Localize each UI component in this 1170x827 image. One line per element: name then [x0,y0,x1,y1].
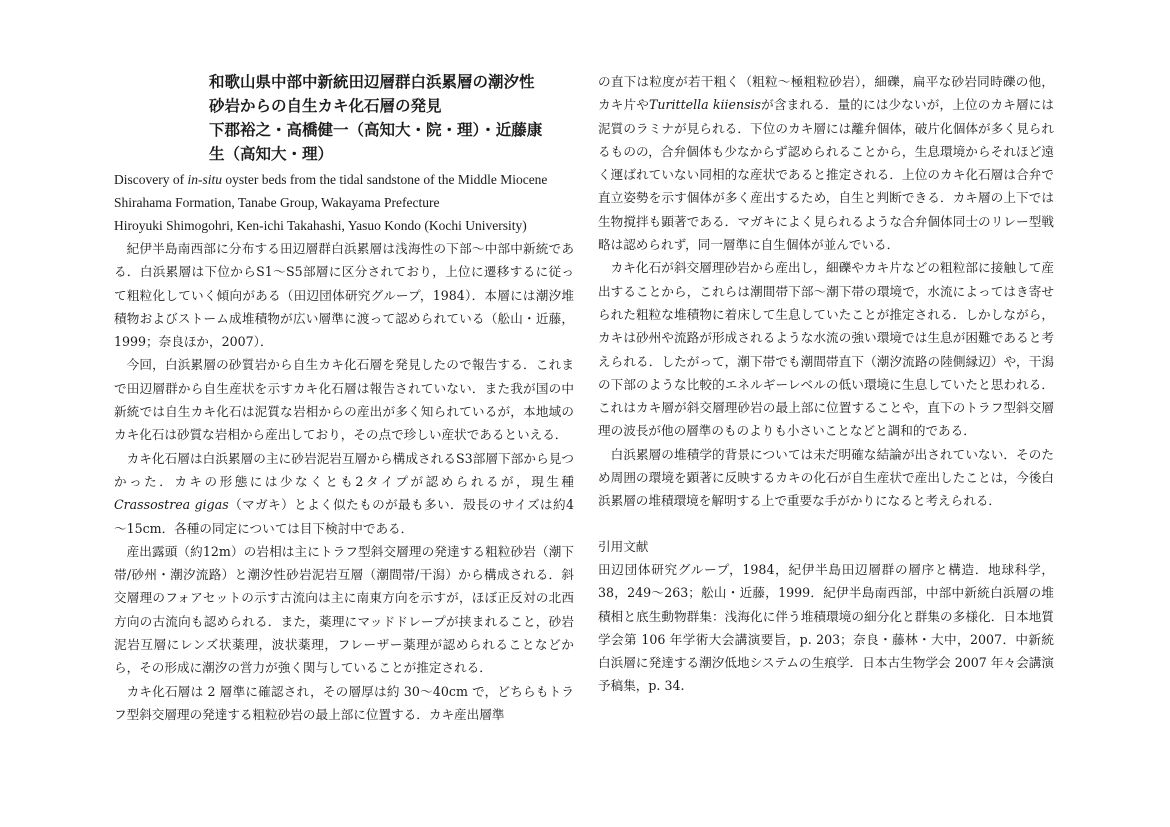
paragraph-6-text-a: の直下は粒度が若干粗く（粗粒～極粗粒砂岩），細礫，扁平な砂岩同時礫の他，カキ片や [598,74,1054,113]
left-column [114,70,574,726]
english-title-italic: in-situ [187,172,222,187]
body-paragraph-1: 紀伊半島南西部に分布する田辺層群白浜累層は浅海性の下部～中部中新統である．白浜累層は下位からS1～S5部層に区分されており，上位に遷移するに従って粗粒化していく傾向がある（田辺団体研究グループ，1984）．本層には潮汐堆積物およびストーム成堆積物が広い層準に渡って認められている（舩山・近藤，1999；奈良ほか，2007）． [114,241,575,350]
body-paragraph-7: カキ化石が斜交層理砂岩から産出し，細礫やカキ片などの粗粒部に接触して産出することから，これらは潮間帯下部～潮下帯の環境で，水流によってはき寄せられた粗粒な堆積物に着床して生息していたことが推定される．しかしながら，カキは砂州や流路が形成されるような水流の強い環境では生息が困難であると考えられる．したがって，潮下帯でも潮間帯直下（潮汐流路の陸側縁辺）や，干潟の下部のような比較的エネルギーレベルの低い環境に生息していたと思われる．これはカキ層が斜交層理砂岩の最上部に位置することや，直下のトラフ型斜交層理の波長が他の層準のものよりも小さいことなどと調和的である． [598,260,1054,439]
english-authors: Hiroyuki Shimogohri, Ken-ichi Takahashi, Yasuo Kondo (Kochi University) [114,218,527,233]
title-line-2: 砂岩からの自生カキ化石層の発見 [209,97,442,115]
body-paragraph-5: カキ化石層は 2 層準に確認され，その層厚は約 30～40cm で，どちらもトラフ型斜交層理の発達する粗粒砂岩の最上部に位置する．カキ産出層準 [114,683,574,722]
english-title-pre: Discovery of [114,172,188,187]
right-column [598,70,1054,698]
title-line-1: 和歌山県中部中新統田辺層群白浜累層の潮汐性 [209,73,535,91]
english-title [114,168,574,214]
species-name-crassostrea: Crassostrea gigas [114,497,229,513]
body-paragraph-4: 産出露頭（約12m）の岩相は主にトラフ型斜交層理の発達する粗粒砂岩（潮下帯/砂州・潮汐流路）と潮汐性砂岩泥岩互層（潮間帯/干潟）から構成される．斜交層理のフォアセットの示す古流向は主に南東方向を示すが，ほぼ正反対の北西方向の古流向も認められる．また，薬理にマッドドレープが挟まれること，砂岩泥岩互層にレンズ状薬理，波状薬理，フレーザー薬理が認められることなどから，その形成に潮汐の営力が強く関与していることが推定される． [114,543,574,676]
japanese-title-block [209,70,574,166]
paragraph-3-text-a: カキ化石層は白浜累層の主に砂岩泥岩互層から構成されるS3部層下部から見つかった．カキの形態には少なくとも2タイプが認められるが，現生種 [114,450,574,489]
body-paragraph-2: 今回，白浜累層の砂質岩から自生カキ化石層を発見したので報告する．これまで田辺層群から自生産状を示すカキ化石層は報告されていない．また我が国の中新統では自生カキ化石は泥質な岩相からの産出が多く知られているが，本地域のカキ化石は砂質な岩相から産出しており，その点で珍しい産状であるといえる． [114,357,574,443]
english-title-post: oyster beds from the tidal sandstone of the Middle Miocene Shirahama Formation, Tanabe Group, Wakayama Prefecture [114,172,548,210]
paragraph-3-text-b: （マガキ）とよく似たものが最も多い．殻長のサイズは約4～15cm．各種の同定については目下検討中である． [114,497,574,536]
species-name-turritella: Turittella kiiensis [648,97,762,113]
body-paragraph-6 [598,70,1054,256]
body-paragraph-8: 白浜累層の堆積学的背景については未だ明確な結論が出されていない．そのため周囲の環境を顕著に反映するカキの化石が自生産状で産出したことは，今後白浜累層の堆積環境を解明する上で重要な手がかりになると考えられる． [598,446,1054,509]
authors-line-1: 下郡裕之・高橋健一（高知大・院・理）・近藤康 [209,121,543,139]
body-paragraph-3 [114,447,574,540]
paragraph-6-text-b: が含まれる．量的には少ないが，上位のカキ層には泥質のラミナが見られる．下位のカキ層には離弁個体，破片化個体が多く見られるものの，合弁個体も少なからず認められることから，生息環境からそれほど遠く運ばれていない同相的な産状であると推定される．上位のカキ化石層は合弁で直立姿勢を示す個体が多く産出するため，自生と判断できる．カキ層の上下では生物撹拌も顕著である．マガキによく見られるような合弁個体同士のリレー型戦略は認められず，同一層準に自生個体が並んでいる． [598,97,1055,253]
references-list: 田辺団体研究グループ，1984，紀伊半島田辺層群の層序と構造．地球科学，38，249～263；舩山・近藤，1999．紀伊半島南西部，中部中新統白浜層の堆積相と底生動物群集：浅海化に伴う堆積環境の細分化と群集の多様化．日本地質学会第 106 年学術大会講演要旨，p. 203；奈良・藤林・大中，2007．中新統白浜層に発達する潮汐低地システムの生痕学．日本古生物学会 2007 年々会講演予稿集，p. 34. [598,561,1054,694]
authors-line-2: 生（高知大・理） [209,145,334,163]
references-heading: 引用文献 [598,538,649,554]
